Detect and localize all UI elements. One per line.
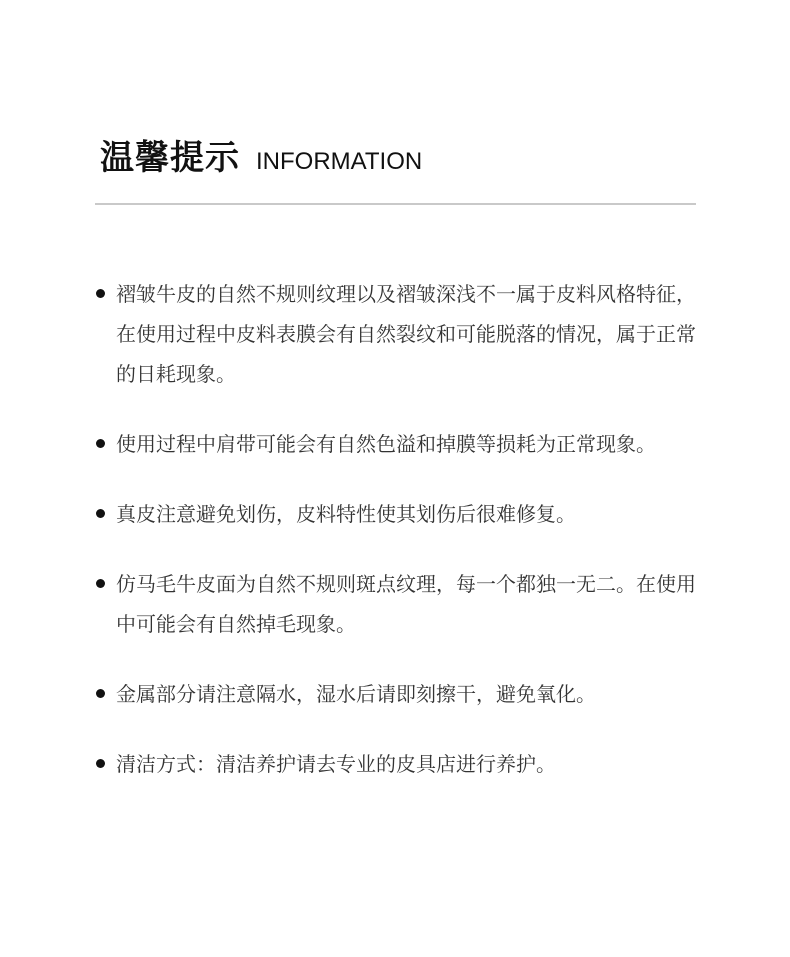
note-text: 仿马毛牛皮面为自然不规则斑点纹理，每一个都独一无二。在使用中可能会有自然掉毛现象。 [116, 572, 696, 636]
bullet-icon [96, 689, 105, 698]
page-header [100, 130, 422, 179]
header-divider [95, 203, 696, 205]
note-text: 真皮注意避免划伤，皮料特性使其划伤后很难修复。 [116, 502, 576, 526]
note-text: 金属部分请注意隔水，湿水后请即刻擦干，避免氧化。 [116, 682, 596, 706]
note-item [96, 274, 696, 394]
note-text: 褶皱牛皮的自然不规则纹理以及褶皱深浅不一属于皮料风格特征，在使用过程中皮料表膜会有自然裂纹和可能脱落的情况，属于正常的日耗现象。 [116, 282, 696, 386]
note-item [96, 494, 696, 534]
note-item [96, 744, 696, 784]
bullet-icon [96, 439, 105, 448]
bullet-icon [96, 759, 105, 768]
page-subtitle: INFORMATION [256, 148, 423, 175]
page-title: 温馨提示 [100, 138, 240, 178]
bullet-icon [96, 579, 105, 588]
note-text: 清洁方式：清洁养护请去专业的皮具店进行养护。 [116, 752, 556, 776]
notes-list [96, 274, 696, 814]
note-item [96, 674, 696, 714]
bullet-icon [96, 509, 105, 518]
note-item [96, 424, 696, 464]
note-text: 使用过程中肩带可能会有自然色溢和掉膜等损耗为正常现象。 [116, 432, 656, 456]
bullet-icon [96, 289, 105, 298]
note-item [96, 564, 696, 644]
